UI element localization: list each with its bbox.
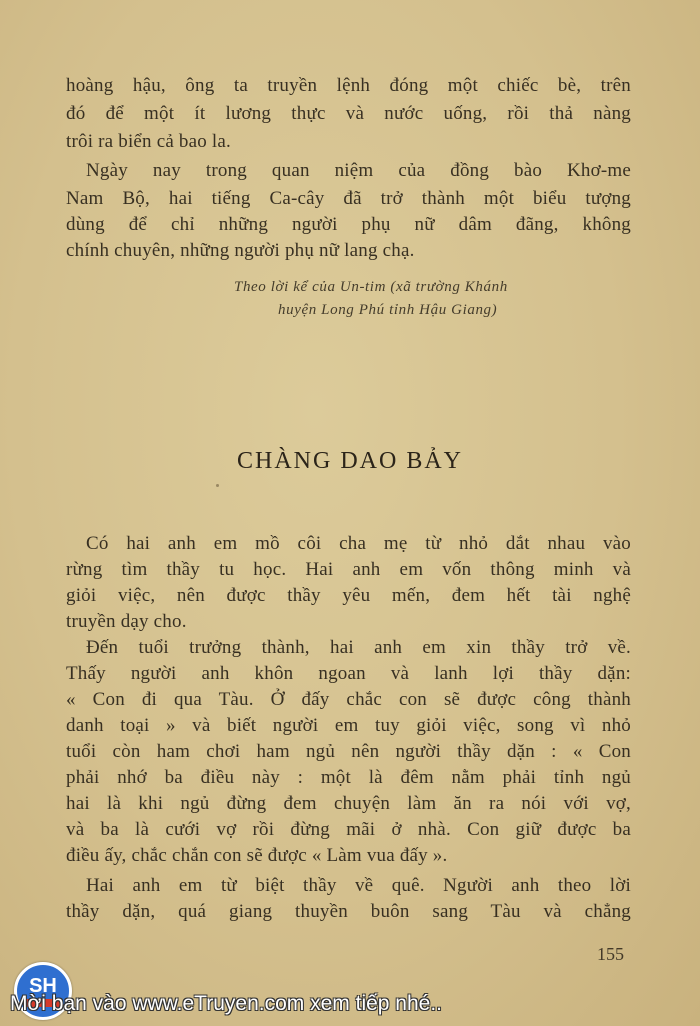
text-line: thầy dặn, quá giang thuyền buôn sang Tàu và chẳng (66, 901, 631, 922)
text-line: Ngày nay trong quan niệm của đồng bào Khơ-me (86, 160, 631, 181)
text-line: hoàng hậu, ông ta truyền lệnh đóng một chiếc bè, trên (66, 75, 631, 96)
text-line: Có hai anh em mồ côi cha mẹ từ nhỏ dắt nhau vào (86, 533, 631, 554)
ink-speck (216, 484, 219, 487)
text-line: rừng tìm thầy tu học. Hai anh em vốn thông minh và (66, 559, 631, 580)
text-line: đó để một ít lương thực và nước uống, rồi thả nàng (66, 103, 631, 124)
logo-text: SH (29, 975, 57, 997)
page-number: 155 (597, 944, 624, 964)
text-line: « Con đi qua Tàu. Ở đấy chắc con sẽ được công thành (66, 689, 631, 710)
footer-link[interactable]: Mời bạn vào www.eTruyen.com xem tiếp nhé.. (10, 992, 443, 1015)
text-line: và ba là cưới vợ rồi đừng mãi ở nhà. Con giữ được ba (66, 819, 631, 840)
attribution-line: huyện Long Phú tỉnh Hậu Giang) (278, 302, 498, 318)
story-title: CHÀNG DAO BẢY (236, 448, 463, 474)
text-line: phải nhớ ba điều này : một là đêm nằm phải tỉnh ngủ (66, 767, 631, 788)
text-line: dùng để chỉ những người phụ nữ dâm đãng, không (66, 214, 631, 235)
text-line: chính chuyên, những người phụ nữ lang chạ. (66, 240, 415, 261)
text-line: giỏi việc, nên được thầy yêu mến, đem hết tài nghệ (66, 585, 631, 606)
text-line: điều ấy, chắc chắn con sẽ được « Làm vua đấy ». (66, 845, 448, 866)
text-line: Thấy người anh khôn ngoan và lanh lợi thầy dặn: (66, 663, 631, 684)
text-line: Đến tuổi trưởng thành, hai anh em xin thầy trở về. (86, 637, 631, 658)
text-line: Hai anh em từ biệt thầy về quê. Người anh theo lời (86, 875, 631, 896)
text-line: danh toại » và biết người em tuy giỏi việc, song vì nhỏ (66, 715, 631, 736)
text-line: tuổi còn ham chơi ham ngủ nên người thầy dặn : « Con (66, 741, 631, 762)
text-line: truyền dạy cho. (66, 611, 187, 632)
text-line: hai là khi ngủ đừng đem chuyện làm ăn ra nói với vợ, (66, 793, 631, 814)
text-line: Nam Bộ, hai tiếng Ca-cây đã trở thành một biểu tượng (66, 188, 631, 209)
text-line: trôi ra biển cả bao la. (66, 131, 231, 152)
attribution-line: Theo lời kể của Un-tim (xã trường Khánh (234, 279, 508, 295)
